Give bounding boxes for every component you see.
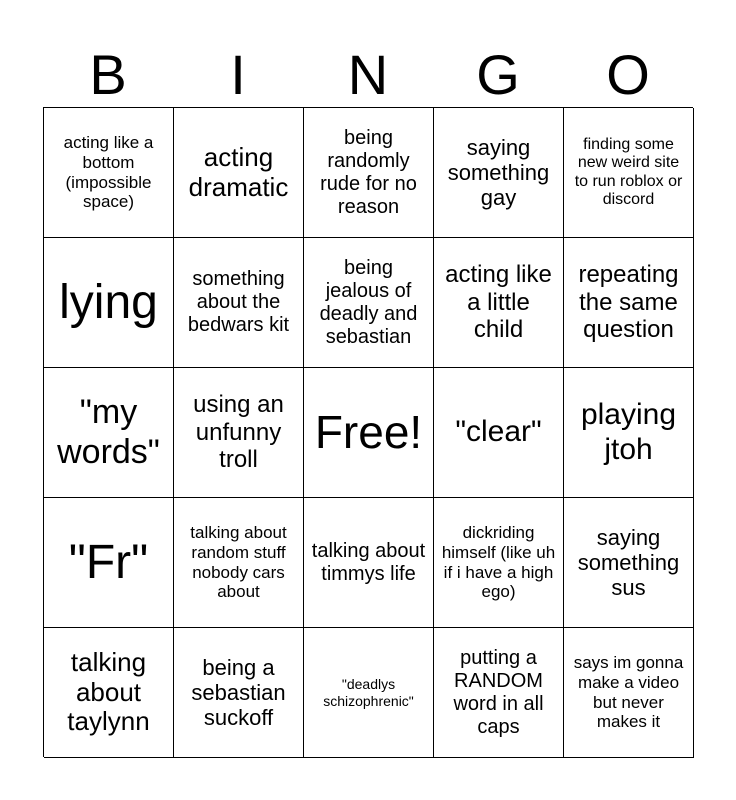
header-letter-i: I [230, 43, 246, 106]
bingo-header [43, 44, 693, 106]
bingo-card [43, 107, 693, 757]
cell-text: talking about random stuff nobody cars about [190, 523, 287, 602]
cell-text: being jealous of deadly and sebastian [319, 256, 418, 348]
bingo-cell[interactable] [44, 238, 174, 368]
bingo-cell[interactable] [44, 628, 174, 758]
bingo-cell[interactable] [44, 368, 174, 498]
cell-text: "clear" [455, 415, 542, 449]
cell-text: repeating the same question [578, 261, 679, 344]
bingo-cell[interactable] [434, 628, 564, 758]
free-space-cell[interactable] [304, 368, 434, 498]
cell-text: Free! [314, 406, 423, 459]
cell-text: putting a RANDOM word in all caps [453, 646, 544, 738]
cell-text: says im gonna make a video but never makes it [573, 653, 684, 732]
cell-text: being a sebastian suckoff [191, 654, 286, 731]
header-letter-b: B [89, 43, 127, 106]
bingo-cell[interactable] [44, 108, 174, 238]
cell-text: talking about timmys life [311, 539, 426, 585]
cell-text: acting like a little child [445, 261, 552, 344]
cell-text: using an unfunny troll [193, 391, 284, 474]
bingo-cell[interactable] [564, 628, 694, 758]
bingo-cell[interactable] [304, 238, 434, 368]
bingo-cell[interactable] [304, 628, 434, 758]
cell-text: saying something sus [577, 524, 680, 601]
cell-text: "Fr" [68, 535, 149, 589]
bingo-cell[interactable] [174, 498, 304, 628]
bingo-cell[interactable] [564, 498, 694, 628]
cell-text: something about the bedwars kit [187, 268, 290, 336]
cell-text: lying [59, 275, 158, 329]
header-letter-n: N [347, 43, 389, 106]
cell-text: acting dramatic [188, 141, 289, 202]
bingo-cell[interactable] [174, 108, 304, 238]
bingo-cell[interactable] [564, 368, 694, 498]
bingo-cell[interactable] [174, 368, 304, 498]
cell-text: finding some new weird site to run roblox or discord [574, 135, 683, 208]
cell-text: saying something gay [447, 134, 550, 211]
cell-text: acting like a bottom (impossible space) [63, 133, 154, 212]
bingo-cell[interactable] [304, 498, 434, 628]
bingo-cell[interactable] [434, 368, 564, 498]
bingo-cell[interactable] [174, 238, 304, 368]
header-letter-o: O [606, 43, 650, 106]
bingo-cell[interactable] [434, 108, 564, 238]
bingo-cell[interactable] [564, 108, 694, 238]
bingo-cell[interactable] [304, 108, 434, 238]
bingo-cell[interactable] [434, 238, 564, 368]
bingo-cell[interactable] [174, 628, 304, 758]
bingo-cell[interactable] [564, 238, 694, 368]
cell-text: talking about taylynn [67, 646, 150, 737]
cell-text: "deadlys schizophrenic" [323, 676, 414, 709]
cell-text: dickriding himself (like uh if i have a high ego) [441, 523, 556, 602]
cell-text: being randomly rude for no reason [320, 126, 417, 218]
bingo-cell[interactable] [44, 498, 174, 628]
header-letter-g: G [476, 43, 520, 106]
bingo-cell[interactable] [434, 498, 564, 628]
cell-text: playing jtoh [580, 398, 677, 466]
cell-text: "my words" [57, 393, 160, 471]
